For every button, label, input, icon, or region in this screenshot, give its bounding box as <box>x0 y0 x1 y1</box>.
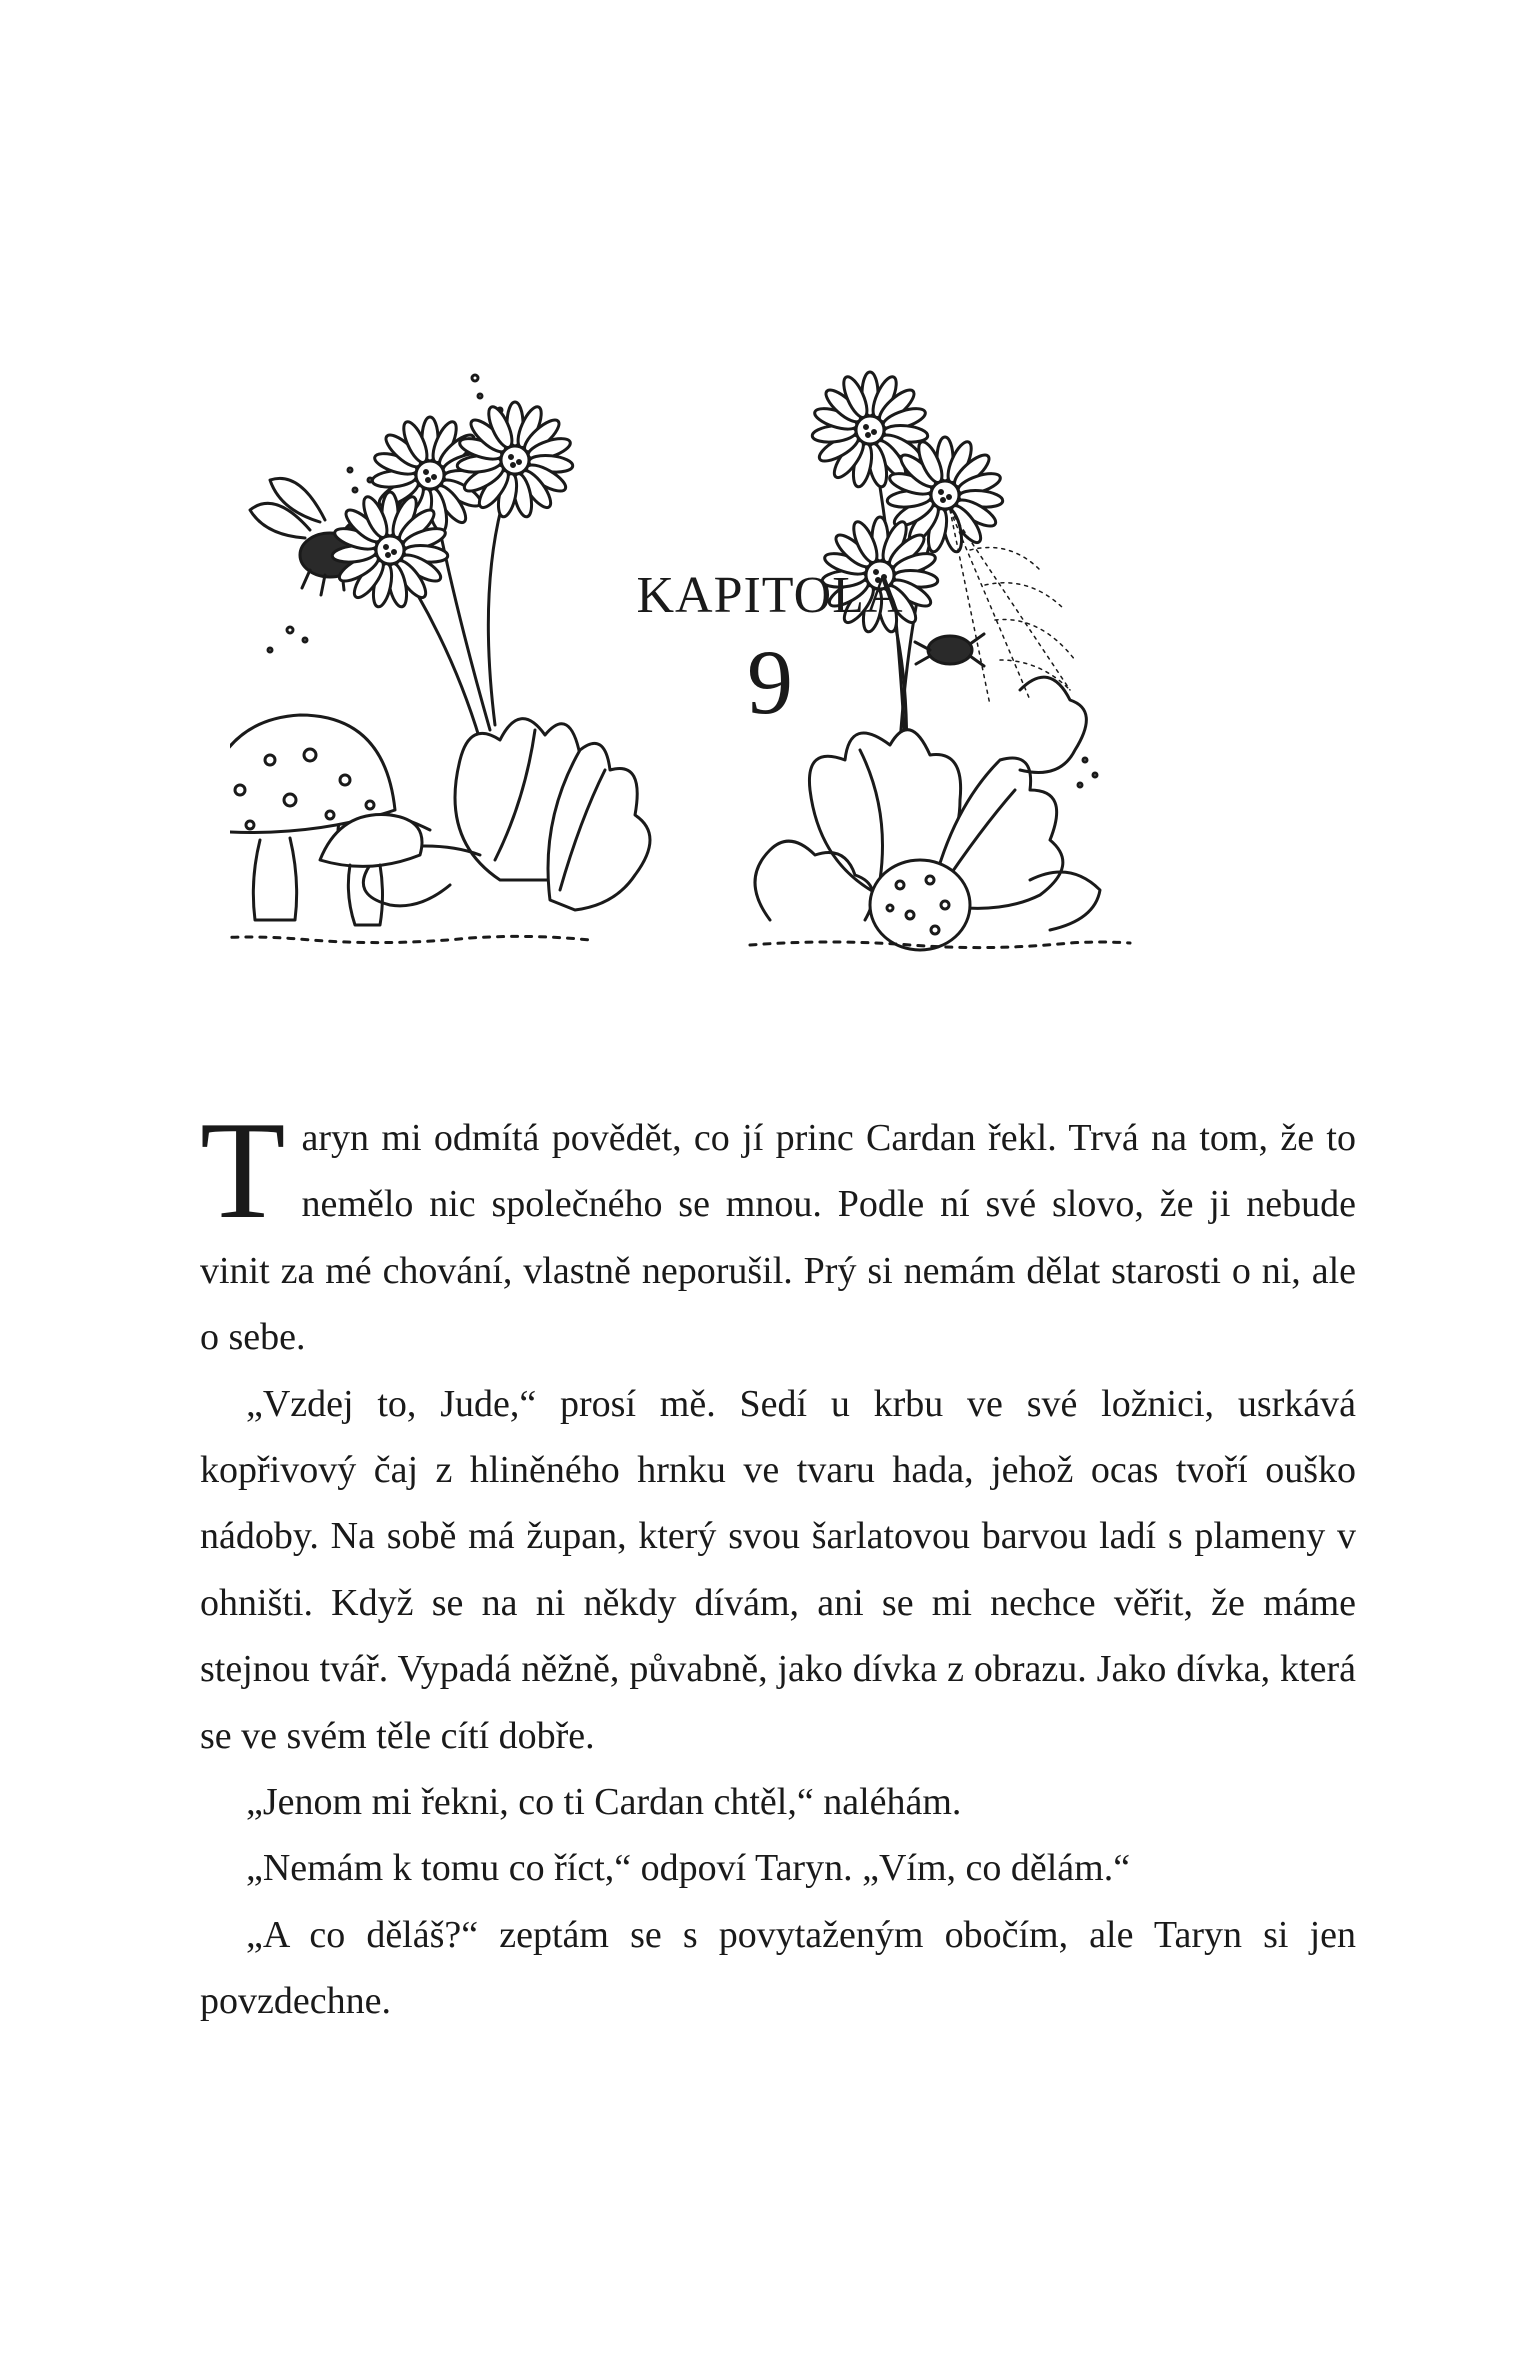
mushroom-icon <box>230 715 422 925</box>
paragraph-1 <box>200 1093 1356 1371</box>
paragraph-4: „Nemám k tomu co říct,“ odpoví Taryn. „Vím, co dělám.“ <box>246 1847 1131 1890</box>
paragraph-5: „A co děláš?“ zeptám se s povytaženým obočím, ale Taryn si jen povzdechne. <box>200 1913 1356 2023</box>
chapter-body <box>200 1093 1356 2035</box>
egg-icon <box>870 860 970 950</box>
chapter-label: KAPITOLA <box>636 567 904 624</box>
paragraph-3: „Jenom mi řekni, co ti Cardan chtěl,“ naléhám. <box>246 1781 962 1824</box>
chapter-number: 9 <box>747 631 793 733</box>
paragraph-1-text: aryn mi odmítá povědět, co jí princ Cardan řekl. Trvá na tom, že to nemělo nic společného se mnou. Podle ní své slovo, že ji nebude vinit za mé chování, vlastně neporušil. Prý si nemám dělat starosti o ni, ale o sebe. <box>200 1117 1356 1359</box>
drop-cap: T <box>200 1093 286 1248</box>
paragraph-2: „Vzdej to, Jude,“ prosí mě. Sedí u krbu ve své ložnici, usrkává kopřivový čaj z hliněného hrnku ve tvaru hada, jehož ocas tvoří ouško nádoby. Na sobě má župan, který svou šarlatovou barvou ladí s plameny v ohništi. Když se na ni někdy dívám, ani se mi nechce věřit, že máme stejnou tvář. Vypadá něžně, půvabně, jako dívka z obrazu. Jako dívka, která se ve svém těle cítí dobře. <box>200 1382 1356 1757</box>
bee-daisies-mushroom-illustration <box>230 375 650 943</box>
spiderweb-icon <box>950 510 1075 705</box>
